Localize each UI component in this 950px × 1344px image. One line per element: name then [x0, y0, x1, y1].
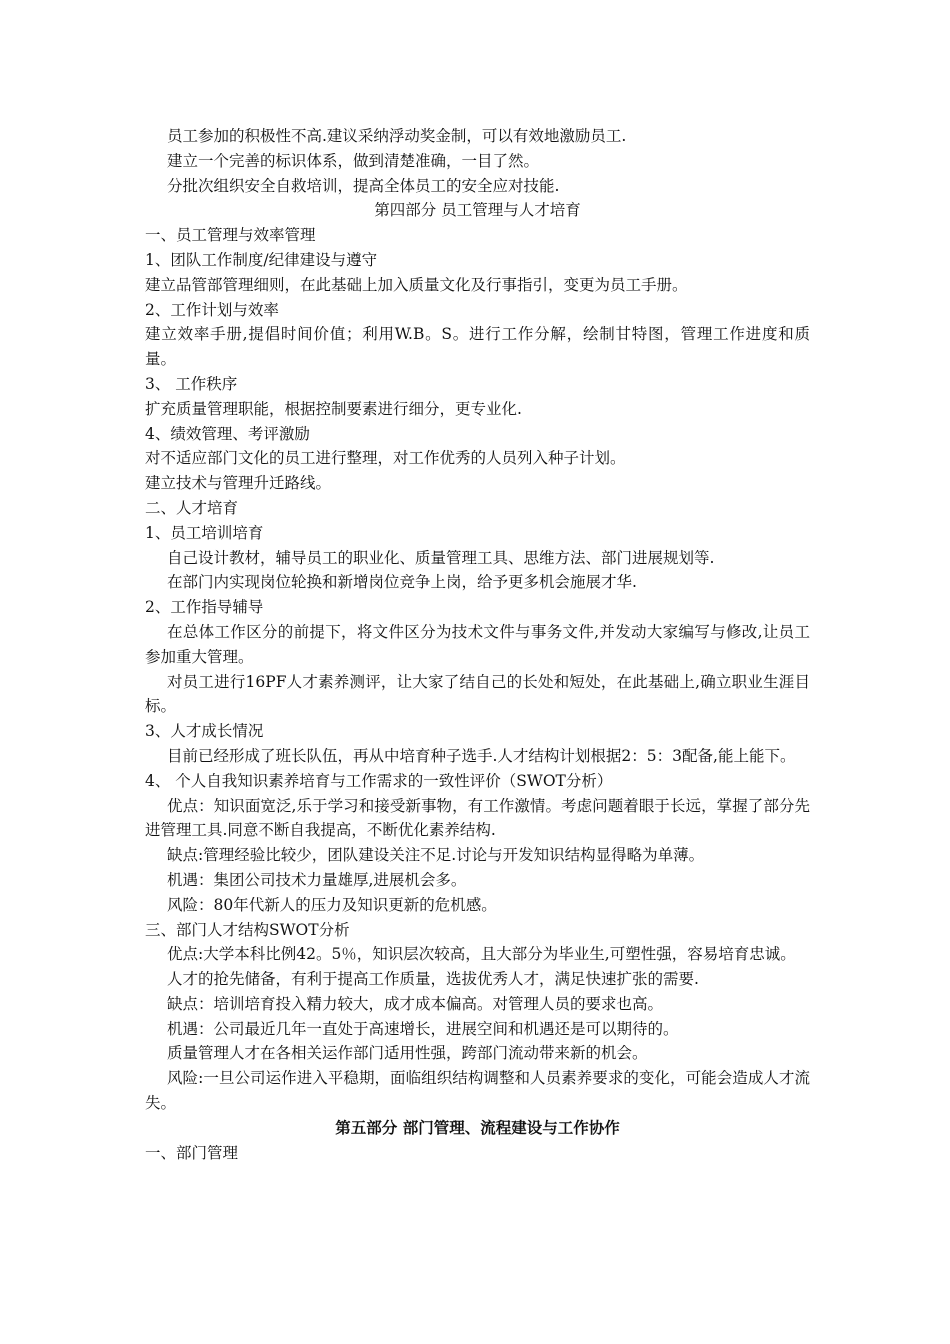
section-heading-part-five: 第五部分 部门管理、流程建设与工作协作: [335, 1117, 620, 1137]
item-heading: 1、团队工作制度/纪律建设与遵守: [145, 250, 378, 269]
paragraph: 优点：知识面宽泛,乐于学习和接受新事物，有工作激情。考虑问题着眼于长远，掌握了部分先进管理工具.同意不断自我提高，不断优化素养结构.: [145, 796, 810, 840]
paragraph: 在部门内实现岗位轮换和新增岗位竞争上岗，给予更多机会施展才华.: [167, 573, 637, 592]
paragraph: 对员工进行16PF人才素养测评，让大家了结自己的长处和短处，在此基础上,确立职业生涯目标。: [145, 672, 810, 716]
paragraph: 机遇：集团公司技术力量雄厚,进展机会多。: [167, 870, 467, 889]
item-heading: 4、绩效管理、考评激励: [145, 424, 310, 443]
item-heading: 2、工作指导辅导: [145, 598, 264, 617]
paragraph: 在总体工作区分的前提下，将文件区分为技术文件与事务文件,并发动大家编写与修改,让员工参加重大管理。: [145, 622, 810, 666]
paragraph: 目前已经形成了班长队伍，再从中培育种子选手.人才结构计划根据2：5：3配备,能上能下。: [167, 746, 796, 765]
subsection-heading: 一、员工管理与效率管理: [145, 226, 316, 245]
paragraph: 员工参加的积极性不高.建议采纳浮动奖金制，可以有效地激励员工.: [167, 127, 627, 145]
paragraph: 对不适应部门文化的员工进行整理，对工作优秀的人员列入种子计划。: [145, 449, 626, 468]
paragraph: 分批次组织安全自救培训，提高全体员工的安全应对技能.: [167, 176, 560, 195]
paragraph: 缺点:管理经验比较少，团队建设关注不足.讨论与开发知识结构显得略为单薄。: [167, 846, 705, 865]
item-heading: 4、 个人自我知识素养培育与工作需求的一致性评价（SWOT分析）: [145, 771, 613, 790]
paragraph: 扩充质量管理职能，根据控制要素进行细分，更专业化.: [145, 399, 522, 418]
document-body: [145, 124, 810, 1165]
paragraph: 建立效率手册,提倡时间价值；利用W.B。S。进行工作分解，绘制甘特图，管理工作进度和质量。: [145, 325, 810, 369]
paragraph: 风险：80年代新人的压力及知识更新的危机感。: [167, 895, 497, 914]
item-heading: 3、人才成长情况: [145, 722, 264, 741]
paragraph: 缺点：培训培育投入精力较大，成才成本偏高。对管理人员的要求也高。: [167, 994, 664, 1013]
paragraph: 建立品管部管理细则，在此基础上加入质量文化及行事指引，变更为员工手册。: [145, 275, 688, 294]
subsection-heading: 一、部门管理: [145, 1143, 239, 1162]
paragraph: 建立一个完善的标识体系，做到清楚准确，一目了然。: [167, 151, 540, 170]
subsection-heading: 三、部门人才结构SWOT分析: [145, 920, 350, 939]
subsection-heading: 二、人才培育: [145, 498, 239, 517]
paragraph: 质量管理人才在各相关运作部门适用性强，跨部门流动带来新的机会。: [167, 1044, 648, 1063]
item-heading: 2、工作计划与效率: [145, 300, 279, 319]
item-heading: 1、员工培训培育: [145, 523, 264, 542]
paragraph: 优点:大学本科比例42。5％，知识层次较高，且大部分为毕业生,可塑性强，容易培育忠诚。: [167, 945, 796, 964]
paragraph: 机遇：公司最近几年一直处于高速增长，进展空间和机遇还是可以期待的。: [167, 1019, 679, 1038]
item-heading: 3、 工作秩序: [145, 374, 238, 393]
paragraph: 风险:一旦公司运作进入平稳期，面临组织结构调整和人员素养要求的变化，可能会造成人才流失。: [145, 1069, 810, 1113]
paragraph: 人才的抢先储备，有利于提高工作质量，选拔优秀人才，满足快速扩张的需要.: [167, 970, 699, 989]
section-heading-part-four: 第四部分 员工管理与人才培育: [374, 201, 581, 220]
paragraph: 建立技术与管理升迁路线。: [145, 474, 332, 493]
paragraph: 自己设计教材，辅导员工的职业化、质量管理工具、思维方法、部门进展规划等.: [167, 548, 715, 567]
